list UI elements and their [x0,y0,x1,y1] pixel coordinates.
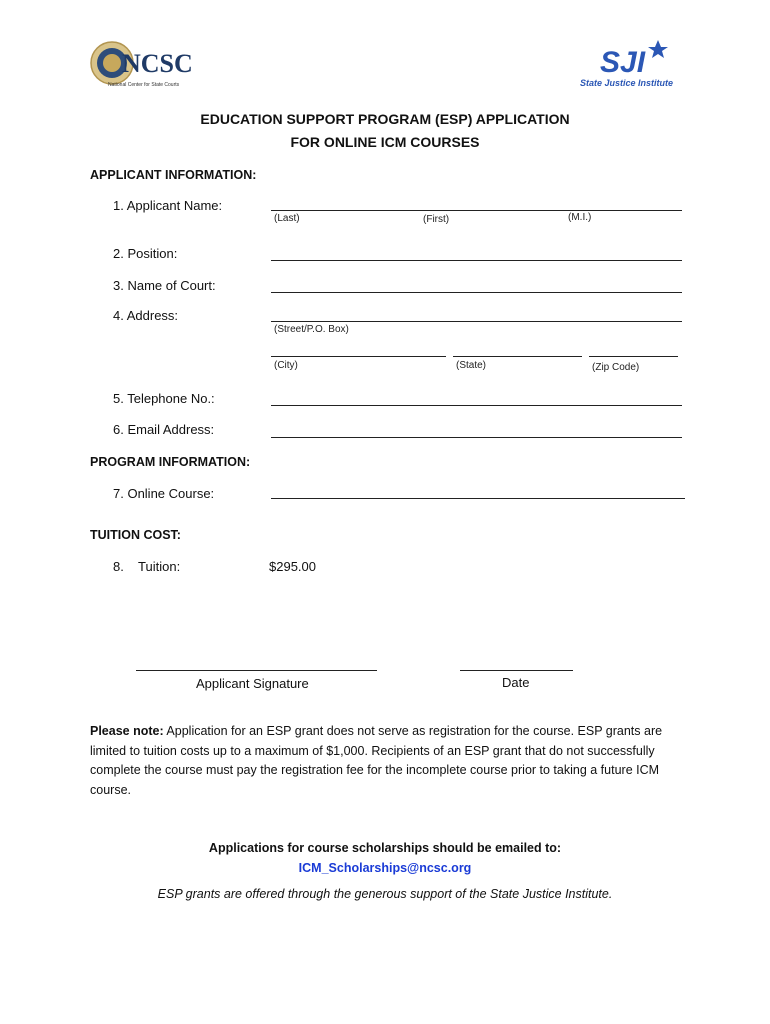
state-field[interactable] [453,356,582,357]
state-caption: (State) [456,360,487,371]
city-field[interactable] [271,356,446,357]
tuition-amount: $295.00 [269,559,316,574]
online-course-label: 7. Online Course: [113,486,215,501]
applicant-name-label: 1. Applicant Name: [113,198,223,213]
telephone-field[interactable] [271,405,682,406]
tuition-heading: TUITION COST: [90,528,181,542]
zip-field[interactable] [589,356,678,357]
page-title: EDUCATION SUPPORT PROGRAM (ESP) APPLICATION [200,111,570,127]
position-field[interactable] [271,260,682,261]
middle-initial-caption: (M.I.) [568,212,592,223]
please-note-text: Application for an ESP grant does not serve as registration for the course. ESP grants are limited to tuition costs up to a maximum of $1,000. Recipients of an ESP grant that do not successfully complete the course must pay the registration fee for the incomplete course prior to taking a future ICM course. [90,724,663,797]
signature-caption: Applicant Signature [196,676,309,691]
street-field[interactable] [271,321,682,322]
tuition-label: 8. Tuition: [113,559,181,574]
street-caption: (Street/P.O. Box) [274,324,349,335]
telephone-label: 5. Telephone No.: [113,391,215,406]
please-note-label: Please note: [90,724,164,738]
ncsc-seal-logo [88,38,208,92]
applicant-name-field[interactable] [271,210,682,211]
signature-field[interactable] [136,670,377,671]
address-label: 4. Address: [113,308,179,323]
ncsc-logo-subtitle: National Center for State Courts [108,82,180,88]
sji-credit: ESP grants are offered through the generous support of the State Justice Institute. [157,887,613,901]
date-caption: Date [502,675,530,690]
please-note-paragraph [90,722,670,800]
program-heading: PROGRAM INFORMATION: [90,455,251,469]
email-label: 6. Email Address: [113,422,215,437]
court-name-label: 3. Name of Court: [113,278,216,293]
page-subtitle: FOR ONLINE ICM COURSES [290,134,480,150]
scholarship-email-link[interactable]: ICM_Scholarships@ncsc.org [298,861,472,875]
ncsc-logo-text: NCSC [122,49,193,78]
sji-logo-subtitle: State Justice Institute [580,78,674,88]
date-field[interactable] [460,670,573,671]
sji-star-logo [572,36,687,92]
sji-logo-text: SJI [600,46,646,79]
email-field[interactable] [271,437,682,438]
applicant-heading: APPLICANT INFORMATION: [90,168,257,182]
online-course-field[interactable] [271,498,685,499]
court-name-field[interactable] [271,292,682,293]
first-name-caption: (First) [423,214,450,225]
zip-caption: (Zip Code) [592,362,640,373]
city-caption: (City) [274,360,298,371]
email-instructions: Applications for course scholarships should be emailed to: [208,841,562,855]
position-label: 2. Position: [113,246,178,261]
last-name-caption: (Last) [274,213,300,224]
